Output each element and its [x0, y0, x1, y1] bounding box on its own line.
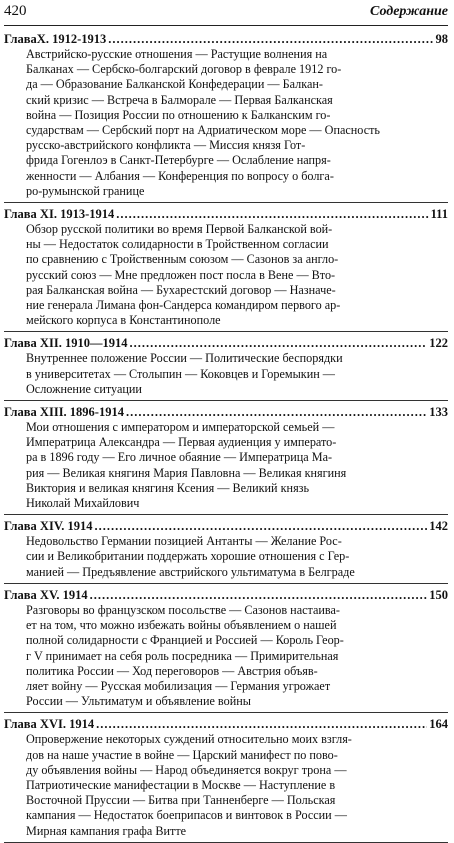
toc-chapter [4, 206, 448, 332]
summary-line: рая Балканская война — Бухарестский договор — Назначе- [26, 282, 336, 297]
chapter-summary [26, 420, 448, 511]
chapter-summary [26, 603, 448, 709]
chapter-page-number: 98 [435, 32, 448, 46]
page-header [4, 0, 448, 23]
summary-line: Внутреннее положение России — Политические беспорядки [26, 351, 343, 366]
summary-line: Недовольство Германии позицией Антанты — Желание Рос- [26, 534, 342, 549]
chapter-summary [26, 534, 448, 580]
summary-line: в университетах — Столыпин — Коковцев и Горемыкин — [26, 366, 335, 381]
toc-chapter [4, 31, 448, 203]
toc-chapter [4, 404, 448, 515]
summary-line: ляет войну — Русская мобилизация — Германия угрожает [26, 678, 331, 693]
summary-line: Осложнение ситуации [26, 381, 142, 396]
chapter-page-number: 122 [429, 336, 448, 351]
summary-line: манией — Предъявление австрийского ультиматума в Белграде [26, 564, 355, 579]
leader-dots [126, 404, 427, 420]
summary-line: война — Позиция России по отношению к Балканским го- [26, 107, 331, 122]
summary-line: да — Образование Балканской Конфедерации — Балкан- [26, 77, 323, 92]
summary-line: ние генерала Лимана фон-Сандерса командиром первого ар- [26, 298, 341, 313]
chapter-divider [4, 400, 448, 401]
summary-line: ет на том, что можно избежать войны объявлением о нашей [26, 618, 337, 633]
chapter-page-number: 142 [429, 519, 448, 534]
toc-chapter [4, 518, 448, 584]
chapter-page-number: 133 [429, 405, 448, 420]
running-title: Содержание [370, 4, 448, 19]
summary-line: ро-румынской границе [26, 183, 145, 198]
chapter-divider [4, 712, 448, 713]
chapter-heading[interactable] [4, 587, 448, 603]
summary-line: по сравнению с Тройственным союзом — Сазонов за англо- [26, 252, 339, 267]
summary-line: ра в 1896 году — Его личное обаяние — Императрица Ма- [26, 450, 333, 465]
chapter-summary [26, 47, 448, 199]
chapter-page-number: 111 [430, 207, 448, 222]
chapter-summary [26, 732, 448, 838]
summary-line: Виктория и великая княгиня Ксения — Великий князь [26, 480, 310, 495]
leader-dots [129, 335, 427, 351]
chapter-title: Глава XIII. 1896-1914 [4, 405, 124, 420]
chapter-title: Глава XV. 1914 [4, 587, 88, 602]
chapter-divider [4, 514, 448, 515]
chapter-title: Глава XI. 1913-1914 [4, 207, 115, 222]
summary-line: ду объявления войны — Народ объединяется вокруг трона — [26, 762, 347, 777]
chapter-title: Глава XIV. 1914 [4, 519, 93, 534]
chapter-title: Глава XII. 1910—1914 [4, 336, 128, 351]
chapter-summary [26, 222, 448, 328]
summary-line: Патриотические манифестации в Москве — Наступление в [26, 777, 336, 792]
summary-line: Разговоры во французском посольстве — Сазонов настаива- [26, 602, 340, 617]
summary-line: фрида Гогенлоэ в Санкт-Петербурге — Ослабление напря- [26, 153, 331, 168]
summary-line: Николай Михайлович [26, 496, 140, 511]
summary-line: русско-австрийского конфликта — Миссия князя Гот- [26, 138, 306, 153]
summary-line: г V принимает на себя роль посредника — Примирительная [26, 648, 339, 663]
summary-line: дов на наше участие в войне — Царский манифест по пово- [26, 747, 338, 762]
leader-dots [96, 716, 427, 732]
summary-line: Балканах — Сербско-болгарский договор в феврале 1912 го- [26, 62, 342, 77]
leader-dots [116, 206, 428, 222]
chapter-title: Глава XVI. 1914 [4, 717, 95, 732]
summary-line: Опровержение некоторых суждений относительно моих взгля- [26, 732, 352, 747]
chapter-heading[interactable] [4, 404, 448, 420]
summary-line: ны — Недостаток солидарности в Тройственном согласии [26, 237, 329, 252]
summary-line: русский союз — Мне предложен пост посла в Вене — Вто- [26, 267, 336, 282]
page-number: 420 [4, 3, 27, 19]
summary-line: рия — Великая княгиня Мария Павловна — Великая княгиня [26, 465, 347, 480]
chapter-divider [4, 331, 448, 332]
leader-dots [95, 518, 428, 534]
summary-line: Императрица Александра — Первая аудиенция у императо- [26, 435, 337, 450]
chapter-title: ГлаваX. 1912-1913 [4, 32, 107, 46]
chapter-summary [26, 351, 448, 397]
summary-line: Обзор русской политики во время Первой Балканской вой- [26, 222, 333, 237]
summary-line: России — Ультиматум и объявление войны [26, 694, 251, 709]
toc-chapter [4, 716, 448, 842]
summary-line: мейского корпуса в Константинополе [26, 313, 221, 328]
summary-line: политика России — Ход переговоров — Австрия объяв- [26, 663, 318, 678]
chapter-heading[interactable] [4, 31, 448, 47]
chapter-divider [4, 583, 448, 584]
chapter-page-number: 150 [429, 587, 448, 602]
chapter-heading[interactable] [4, 206, 448, 222]
toc-chapter [4, 335, 448, 401]
leader-dots [90, 587, 428, 603]
summary-line: женности — Албания — Конференция по вопросу о болга- [26, 168, 334, 183]
chapter-heading[interactable] [4, 716, 448, 732]
summary-line: Мирная кампания графа Витте [26, 823, 187, 838]
chapter-heading[interactable] [4, 335, 448, 351]
chapter-divider [4, 202, 448, 203]
summary-line: Австрийско-русские отношения — Растущие волнения на [26, 47, 328, 61]
summary-line: Восточной Пруссии — Битва при Танненберге — Польская [26, 793, 336, 808]
summary-line: полной солидарности с Францией и Россией — Король Геор- [26, 633, 344, 648]
summary-line: сударствам — Сербский порт на Адриатическом море — Опасность [26, 123, 380, 138]
header-rule [4, 25, 448, 26]
toc-chapter [4, 587, 448, 713]
table-of-contents [4, 31, 448, 843]
summary-line: ский кризис — Встреча в Балморале — Первая Балканская [26, 92, 333, 107]
summary-line: кампания — Недостаток боеприпасов и винтовок в России — [26, 808, 347, 823]
summary-line: сии и Великобритании поддержать хорошие отношения с Гер- [26, 549, 350, 564]
chapter-page-number: 164 [429, 717, 448, 732]
summary-line: Мои отношения с императором и императорской семьей — [26, 420, 335, 435]
leader-dots [108, 31, 433, 47]
chapter-heading[interactable] [4, 518, 448, 534]
